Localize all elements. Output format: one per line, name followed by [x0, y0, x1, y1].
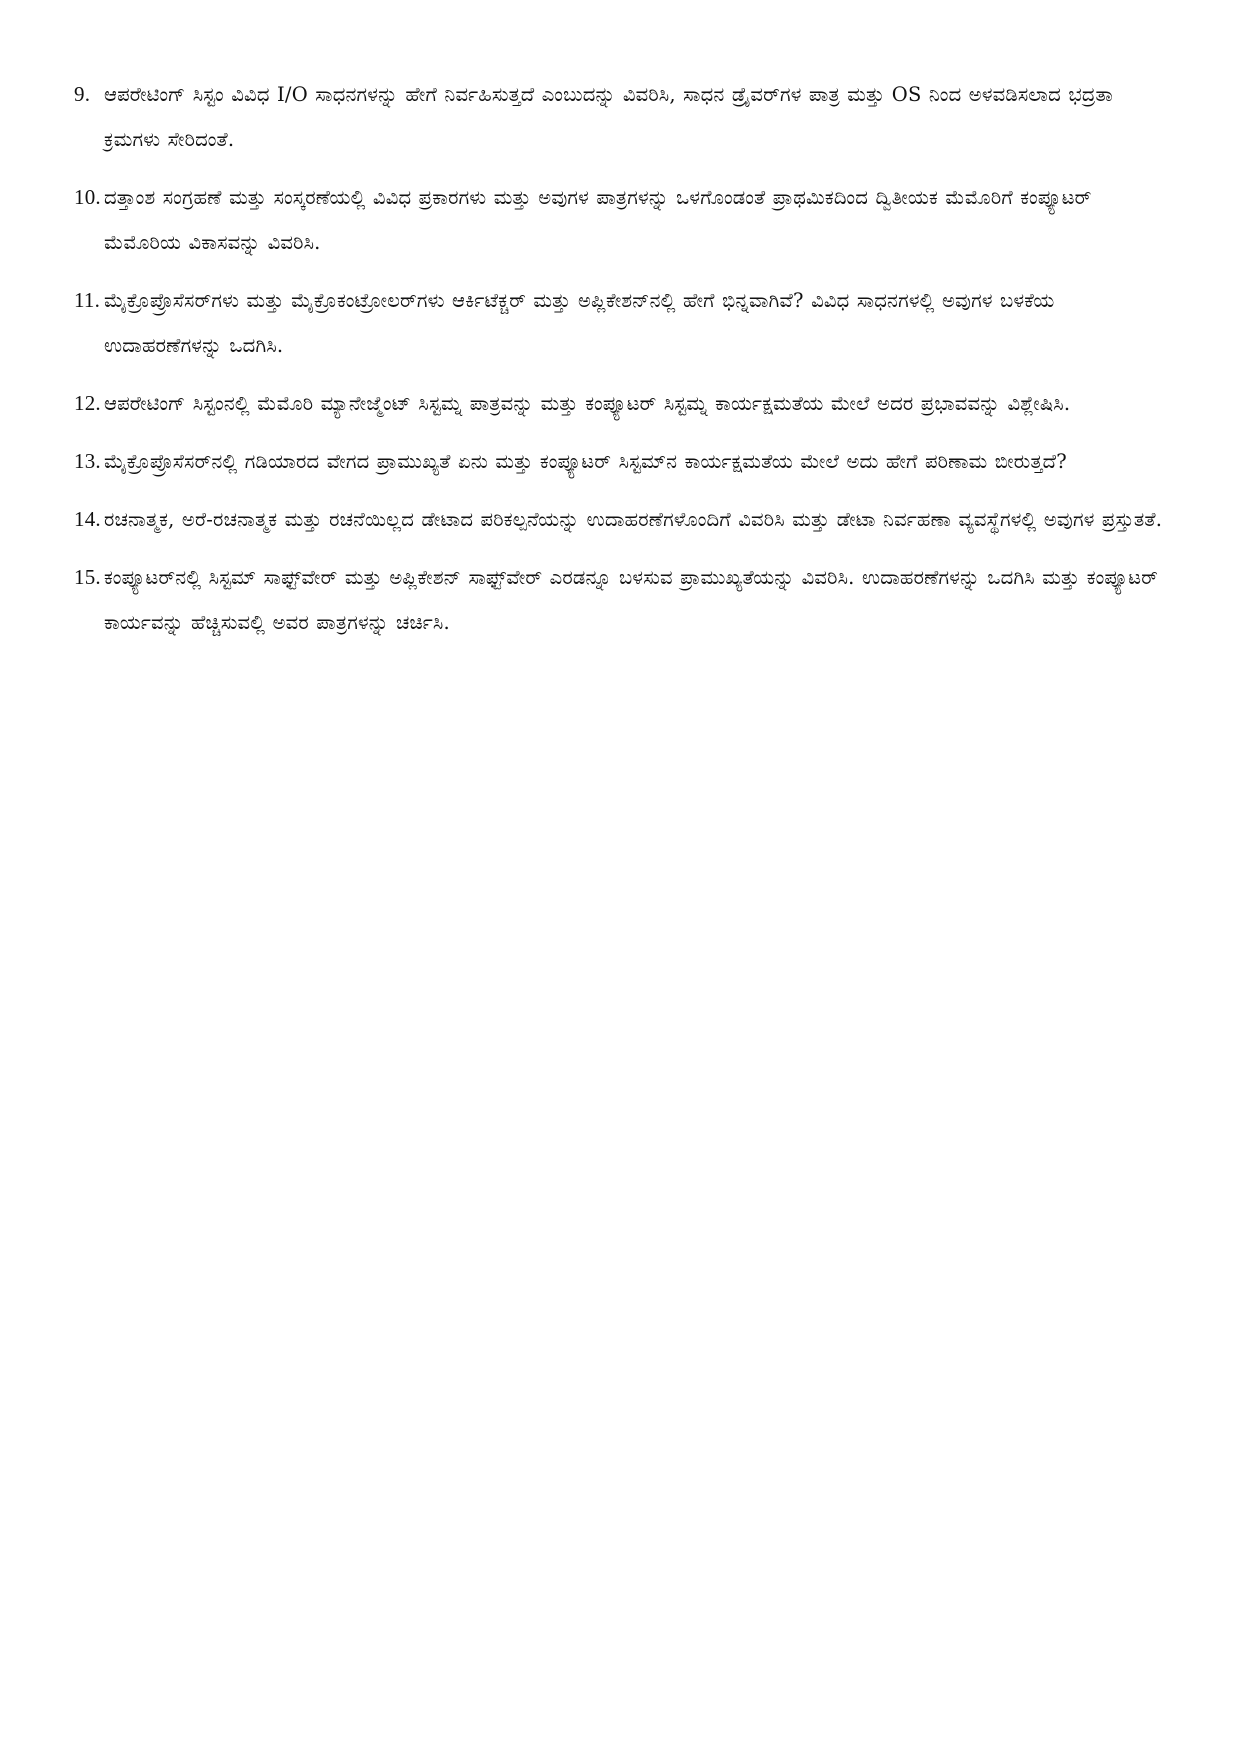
- question-item: [74, 497, 1164, 542]
- question-number: 14.: [74, 507, 101, 531]
- question-text: ಆಪರೇಟಿಂಗ್ ಸಿಸ್ಟಂನಲ್ಲಿ ಮೆಮೊರಿ ಮ್ಯಾನೇಜ್ಮೆಂಟ್ ಸಿಸ್ಟಮ್ನ ಪಾತ್ರವನ್ನು ಮತ್ತು ಕಂಪ್ಯೂಟರ್ ಸಿಸ್ಟಮ್ನ ಕಾರ್ಯಕ್ಷಮತೆಯ ಮೇಲೆ ಅದರ ಪ್ರಭಾವವನ್ನು ವಿಶ್ಲೇಷಿಸಿ.: [104, 392, 1071, 415]
- question-number: 10.: [74, 185, 101, 209]
- question-number: 12.: [74, 391, 101, 415]
- question-text: ಮೈಕ್ರೊಪ್ರೊಸೆಸರ್‌ನಲ್ಲಿ ಗಡಿಯಾರದ ವೇಗದ ಪ್ರಾಮುಖ್ಯತೆ ಏನು ಮತ್ತು ಕಂಪ್ಯೂಟರ್ ಸಿಸ್ಟಮ್‌ನ ಕಾರ್ಯಕ್ಷಮತೆಯ ಮೇಲೆ ಅದು ಹೇಗೆ ಪರಿಣಾಮ ಬೀರುತ್ತದೆ?: [104, 450, 1067, 473]
- question-number: 13.: [74, 449, 101, 473]
- question-item: [74, 439, 1164, 484]
- question-text: ಮೈಕ್ರೊಪ್ರೊಸೆಸರ್‌ಗಳು ಮತ್ತು ಮೈಕ್ರೊಕಂಟ್ರೋಲರ್‌ಗಳು ಆರ್ಕಿಟೆಕ್ಚರ್ ಮತ್ತು ಅಪ್ಲಿಕೇಶನ್‌ನಲ್ಲಿ ಹೇಗೆ ಭಿನ್ನವಾಗಿವೆ? ವಿವಿಧ ಸಾಧನಗಳಲ್ಲಿ ಅವುಗಳ ಬಳಕೆಯ ಉದಾಹರಣೆಗಳನ್ನು ಒದಗಿಸಿ.: [104, 289, 1055, 357]
- question-list: [74, 72, 1164, 658]
- question-number: 15.: [74, 565, 101, 589]
- question-item: [74, 381, 1164, 426]
- question-text: ರಚನಾತ್ಮಕ, ಅರೆ-ರಚನಾತ್ಮಕ ಮತ್ತು ರಚನೆಯಿಲ್ಲದ ಡೇಟಾದ ಪರಿಕಲ್ಪನೆಯನ್ನು ಉದಾಹರಣೆಗಳೊಂದಿಗೆ ವಿವರಿಸಿ ಮತ್ತು ಡೇಟಾ ನಿರ್ವಹಣಾ ವ್ಯವಸ್ಥೆಗಳಲ್ಲಿ ಅವುಗಳ ಪ್ರಸ್ತುತತೆ.: [104, 508, 1163, 531]
- question-number: 9.: [74, 82, 91, 106]
- question-item: [74, 278, 1164, 368]
- question-text: ಆಪರೇಟಿಂಗ್ ಸಿಸ್ಟಂ ವಿವಿಧ I/O ಸಾಧನಗಳನ್ನು ಹೇಗೆ ನಿರ್ವಹಿಸುತ್ತದೆ ಎಂಬುದನ್ನು ವಿವರಿಸಿ, ಸಾಧನ ಡ್ರೈವರ್‌ಗಳ ಪಾತ್ರ ಮತ್ತು OS ನಿಂದ ಅಳವಡಿಸಲಾದ ಭದ್ರತಾ ಕ್ರಮಗಳು ಸೇರಿದಂತೆ.: [104, 83, 1113, 151]
- question-text: ಕಂಪ್ಯೂಟರ್‌ನಲ್ಲಿ ಸಿಸ್ಟಮ್ ಸಾಫ್ಟ್‌ವೇರ್ ಮತ್ತು ಅಪ್ಲಿಕೇಶನ್ ಸಾಫ್ಟ್‌ವೇರ್ ಎರಡನ್ನೂ ಬಳಸುವ ಪ್ರಾಮುಖ್ಯತೆಯನ್ನು ವಿವರಿಸಿ. ಉದಾಹರಣೆಗಳನ್ನು ಒದಗಿಸಿ ಮತ್ತು ಕಂಪ್ಯೂಟರ್ ಕಾರ್ಯವನ್ನು ಹೆಚ್ಚಿಸುವಲ್ಲಿ ಅವರ ಪಾತ್ರಗಳನ್ನು ಚರ್ಚಿಸಿ.: [104, 566, 1159, 634]
- question-text: ದತ್ತಾಂಶ ಸಂಗ್ರಹಣೆ ಮತ್ತು ಸಂಸ್ಕರಣೆಯಲ್ಲಿ ವಿವಿಧ ಪ್ರಕಾರಗಳು ಮತ್ತು ಅವುಗಳ ಪಾತ್ರಗಳನ್ನು ಒಳಗೊಂಡಂತೆ ಪ್ರಾಥಮಿಕದಿಂದ ದ್ವಿತೀಯಕ ಮೆಮೊರಿಗೆ ಕಂಪ್ಯೂಟರ್ ಮೆಮೊರಿಯ ವಿಕಾಸವನ್ನು ವಿವರಿಸಿ.: [104, 186, 1092, 254]
- question-item: [74, 175, 1164, 265]
- question-item: [74, 555, 1164, 645]
- question-item: [74, 72, 1164, 162]
- question-number: 11.: [74, 288, 101, 312]
